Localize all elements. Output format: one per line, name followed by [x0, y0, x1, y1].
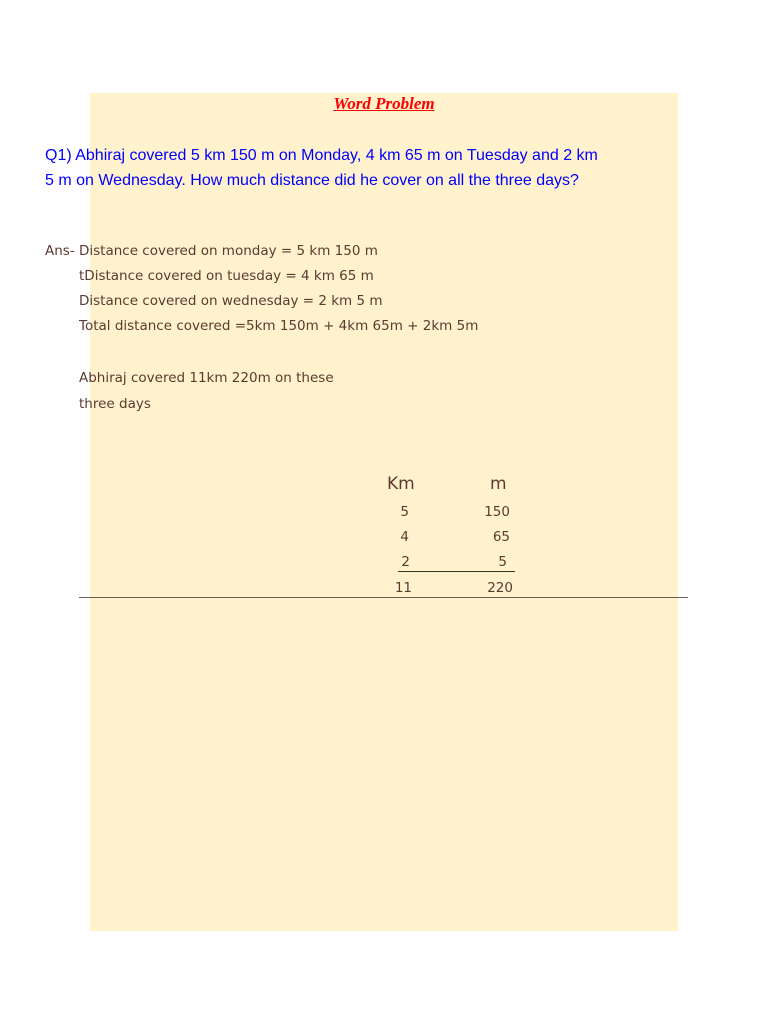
answer-line-1: Ans- Distance covered on monday = 5 km 150 m: [45, 243, 378, 259]
m-total: 220: [487, 580, 513, 596]
conclusion-line-1: Abhiraj covered 11km 220m on these: [79, 370, 334, 386]
m-column-header: m: [490, 474, 507, 494]
page-title: Word Problem: [333, 94, 435, 113]
km-column-header: Km: [387, 474, 415, 494]
km-value-row-3: 2: [401, 554, 410, 570]
answer-line-2: tDistance covered on tuesday = 4 km 65 m: [79, 268, 374, 284]
km-value-row-2: 4: [400, 529, 409, 545]
m-value-row-2: 65: [492, 529, 510, 545]
sum-divider: [398, 571, 515, 572]
horizontal-rule: [79, 597, 688, 598]
m-value-row-3: 5: [498, 554, 507, 570]
question-text: Q1) Abhiraj covered 5 km 150 m on Monday, 4 km 65 m on Tuesday and 2 km 5 m on Wednesday. How much distance did he cover on all the three days?: [45, 147, 598, 189]
answer-line-4: Total distance covered =5km 150m + 4km 65m + 2km 5m: [79, 318, 479, 334]
km-total: 11: [394, 580, 412, 596]
km-value-row-1: 5: [400, 504, 409, 520]
conclusion-line-2: three days: [79, 396, 151, 412]
m-value-row-1: 150: [484, 504, 510, 520]
answer-line-3: Distance covered on wednesday = 2 km 5 m: [79, 293, 383, 309]
